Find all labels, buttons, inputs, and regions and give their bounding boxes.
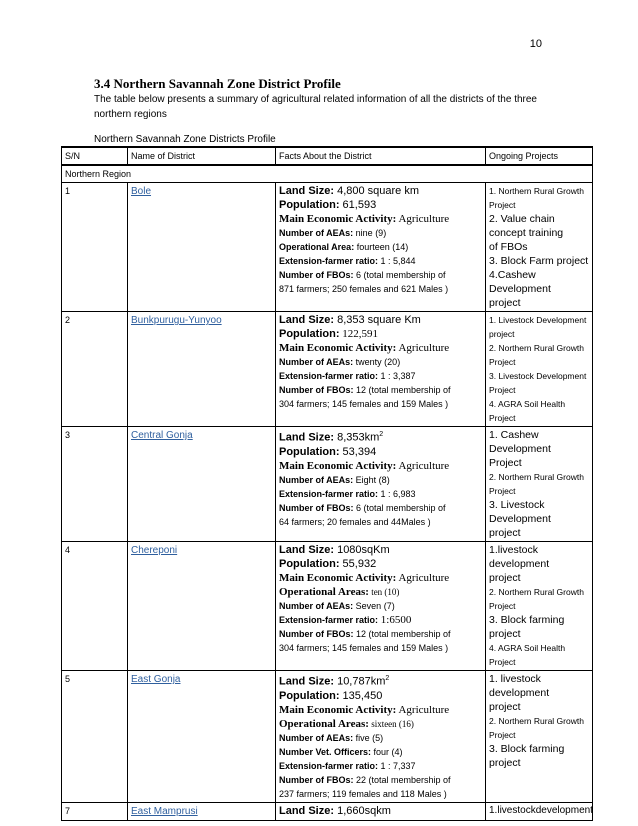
- section-heading: 3.4 Northern Savannah Zone District Profile: [94, 76, 341, 91]
- table-row: [62, 671, 593, 803]
- table-row: [62, 183, 593, 312]
- header-projects: Ongoing Projects: [486, 147, 593, 165]
- row-sn: 1: [62, 183, 128, 312]
- projects-cell: 1.livestock development project 2. Northern Rural Growth Project 3. Block farming project 4. AGRA Soil Health Project: [486, 542, 593, 671]
- header-facts: Facts About the District: [276, 147, 486, 165]
- row-sn: 2: [62, 312, 128, 427]
- table-row: [62, 427, 593, 542]
- district-link-bunkpurugu-yunyoo[interactable]: Bunkpurugu-Yunyoo: [131, 315, 222, 326]
- table-row: [62, 312, 593, 427]
- row-sn: 3: [62, 427, 128, 542]
- facts-cell: Land Size: 8,353 square Km Population: 122,591 Main Economic Activity: Agriculture Number of AEAs: twenty (20) Extension-farmer ratio: 1 : 3,387 Number of FBOs: 12 (total membership of 304 farmers; 145 females and 159 Males ): [276, 312, 486, 427]
- page-number: 10: [529, 38, 542, 50]
- intro-text: The table below presents a summary of agricultural related information of all the districts of the three northern regions: [94, 94, 537, 120]
- row-sn: 4: [62, 542, 128, 671]
- facts-cell: Land Size: $10,787km^2$ Population: 135,450 Main Economic Activity: Agriculture Operational Areas: sixteen (16) Number of AEAs: five (5) Number Vet. Officers: four (4) Extension-farmer ratio: 1 : 7,337 Number of FBOs: 22 (total membership of 237 farmers; 119 females and 118 Males ): [276, 671, 486, 803]
- projects-cell: 1. Northern Rural Growth Project 2. Value chain concept training of FBOs 3. Block Farm project 4.Cashew Development project: [486, 183, 593, 312]
- facts-cell: Land Size: 4,800 square km Population: 61,593 Main Economic Activity: Agriculture Number of AEAs: nine (9) Operational Area: fourteen (14) Extension-farmer ratio: 1 : 5,844 Number of FBOs: 6 (total membership of 871 farmers; 250 females and 621 Males ): [276, 183, 486, 312]
- table-header-row: [62, 147, 593, 165]
- region-label: Northern Region: [62, 165, 593, 183]
- district-profile-table: [61, 146, 593, 821]
- district-link-bole[interactable]: Bole: [131, 186, 152, 197]
- table-row: [62, 542, 593, 671]
- facts-cell: Land Size: 1,660sqkm: [276, 802, 486, 820]
- header-name: Name of District: [128, 147, 276, 165]
- projects-cell: 1. livestock development: [486, 802, 593, 820]
- facts-cell: Land Size: 1080sqKm Population: 55,932 Main Economic Activity: Agriculture Operational Areas: ten (10) Number of AEAs: Seven (7) Extension-farmer ratio: 1:6500 Number of FBOs: 12 (total membership of 304 farmers; 145 females and 159 Males ): [276, 542, 486, 671]
- region-row: [62, 165, 593, 183]
- table-caption: Northern Savannah Zone Districts Profile: [94, 134, 276, 145]
- district-link-east-mamprusi[interactable]: East Mamprusi: [131, 805, 198, 817]
- header-sn: S/N: [62, 147, 128, 165]
- district-link-central-gonja[interactable]: Central Gonja: [131, 430, 193, 441]
- projects-cell: 1. Cashew Development Project 2. Northern Rural Growth Project 3. Livestock Development project: [486, 427, 593, 542]
- projects-cell: 1. Livestock Development project 2. Northern Rural Growth Project 3. Livestock Development Project 4. AGRA Soil Health Project: [486, 312, 593, 427]
- district-link-east-gonja[interactable]: East Gonja: [131, 674, 181, 685]
- row-sn: 7: [62, 802, 128, 820]
- row-sn: 5: [62, 671, 128, 803]
- district-link-chereponi[interactable]: Chereponi: [131, 545, 178, 556]
- table-row: [62, 802, 593, 820]
- facts-cell: Land Size: $8,353km^2$ Population: 53,394 Main Economic Activity: Agriculture Number of AEAs: Eight (8) Extension-farmer ratio: 1 : 6,983 Number of FBOs: 6 (total membership of 64 farmers; 20 females and 44Males ): [276, 427, 486, 542]
- projects-cell: 1. livestock development project 2. Northern Rural Growth Project 3. Block farming project: [486, 671, 593, 803]
